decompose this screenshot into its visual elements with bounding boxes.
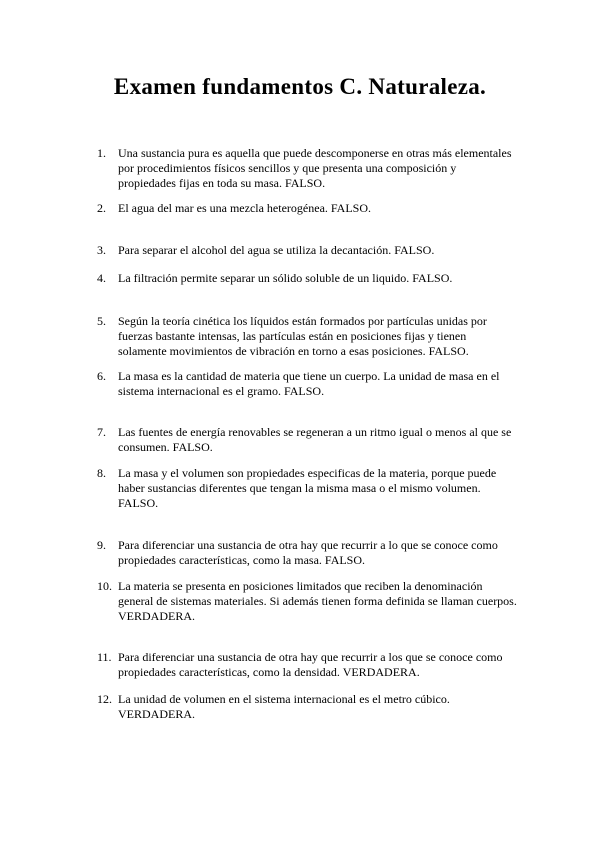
question-text: Para separar el alcohol del agua se utiliza la decantación. FALSO.	[118, 243, 435, 257]
question-item	[97, 146, 517, 191]
question-number: 1.	[97, 146, 106, 160]
question-text: La masa es la cantidad de materia que tiene un cuerpo. La unidad de masa en el sistema internacional es el gramo. FALSO.	[118, 369, 500, 398]
question-number: 9.	[97, 538, 106, 552]
question-text: La masa y el volumen son propiedades especificas de la materia, porque puede haber sustancias diferentes que tengan la misma masa o el mismo volumen. FALSO.	[118, 466, 497, 510]
question-number: 2.	[97, 201, 106, 215]
document-title: Examen fundamentos C. Naturaleza.	[113, 74, 487, 99]
question-text: Para diferenciar una sustancia de otra hay que recurrir a los que se conoce como propiedades características, como la densidad. VERDADERA.	[118, 650, 503, 679]
question-item	[97, 201, 517, 216]
question-number: 7.	[97, 425, 106, 439]
question-number: 3.	[97, 243, 106, 257]
question-text: Según la teoría cinética los líquidos están formados por partículas unidas por fuerzas bastante intensas, las partículas están en posiciones fijas y tienen solamente movimientos de vibración en torno a esas posiciones. FALSO.	[118, 314, 487, 358]
question-item	[97, 650, 517, 680]
question-number: 8.	[97, 466, 106, 480]
question-number: 11.	[97, 650, 112, 664]
question-item	[97, 692, 517, 722]
question-number: 6.	[97, 369, 106, 383]
question-number: 12.	[97, 692, 112, 706]
question-item	[97, 466, 517, 511]
question-item	[97, 314, 517, 359]
question-item	[97, 243, 517, 258]
question-text: La filtración permite separar un sólido soluble de un liquido. FALSO.	[118, 271, 453, 285]
question-item	[97, 579, 517, 624]
question-text: Las fuentes de energía renovables se regeneran a un ritmo igual o menos al que se consumen. FALSO.	[118, 425, 512, 454]
question-text: Una sustancia pura es aquella que puede descomponerse en otras más elementales por procedimientos físicos sencillos y que presenta una composición y propiedades fijas en toda su masa. FALSO.	[118, 146, 512, 190]
question-number: 4.	[97, 271, 106, 285]
question-item	[97, 538, 517, 568]
question-item	[97, 271, 517, 286]
question-text: La unidad de volumen en el sistema internacional es el metro cúbico. VERDADERA.	[118, 692, 450, 721]
question-number: 5.	[97, 314, 106, 328]
question-text: La materia se presenta en posiciones limitados que reciben la denominación general de sistemas materiales. Si además tienen forma definida se llaman cuerpos. VERDADERA.	[118, 579, 517, 623]
question-text: Para diferenciar una sustancia de otra hay que recurrir a lo que se conoce como propiedades características, como la masa. FALSO.	[118, 538, 498, 567]
question-item	[97, 425, 517, 455]
question-text: El agua del mar es una mezcla heterogénea. FALSO.	[118, 201, 372, 215]
question-number: 10.	[97, 579, 112, 593]
question-item	[97, 369, 517, 399]
